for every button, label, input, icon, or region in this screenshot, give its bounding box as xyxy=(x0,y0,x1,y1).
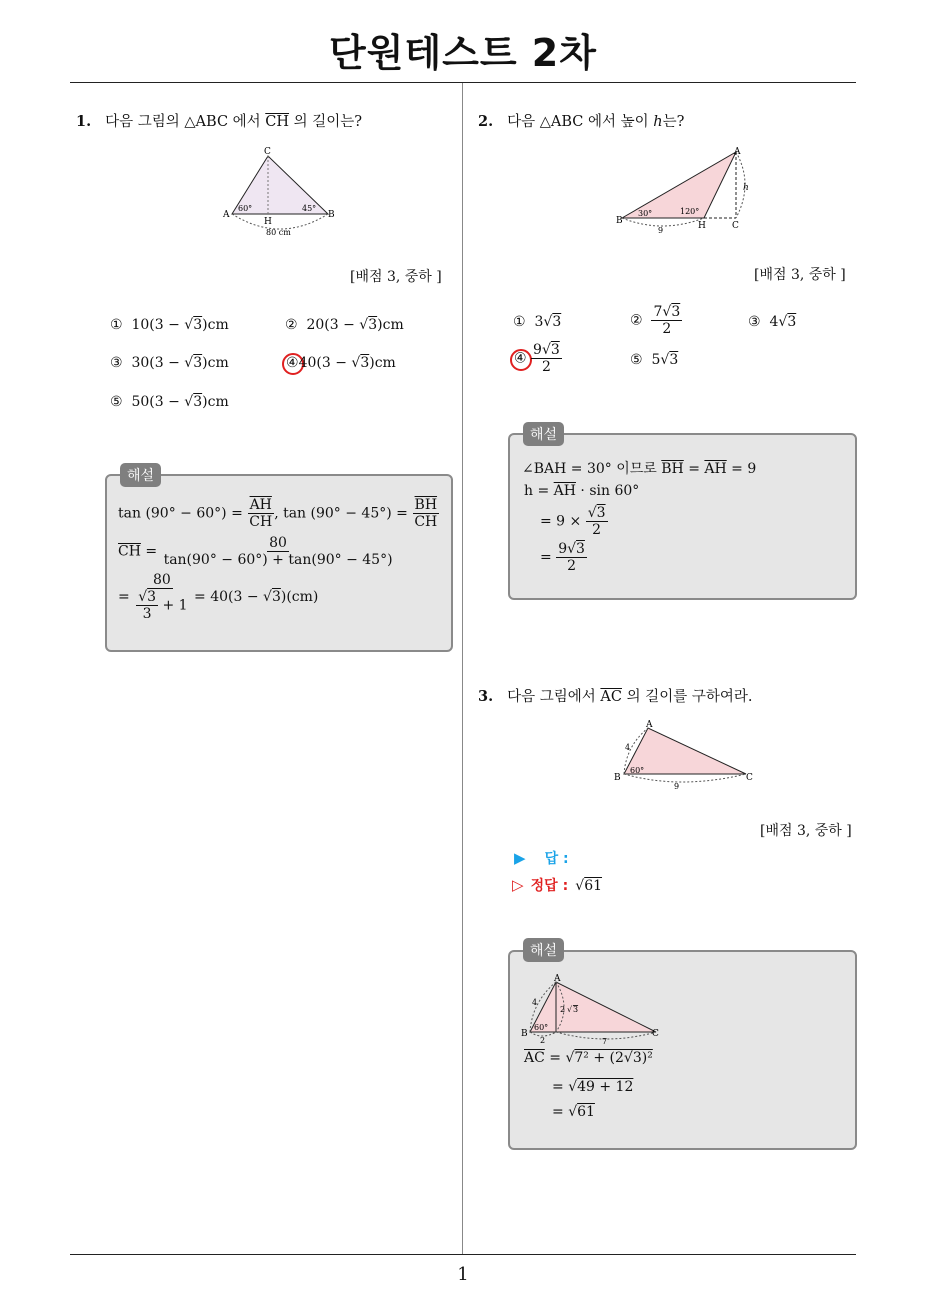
label-c: C xyxy=(264,147,271,157)
q3-solution-line-2: = √49 + 12 xyxy=(552,1079,634,1095)
label-b: B xyxy=(614,773,621,783)
label-a: A xyxy=(223,210,230,220)
label-c: C xyxy=(732,221,739,231)
page-number: 1 xyxy=(457,1264,469,1285)
label-a: A xyxy=(734,147,741,157)
q2-solution-line-3: = 9 × $\frac{√3}{2}$ xyxy=(540,505,606,539)
play-filled-icon: ▶ xyxy=(514,849,526,867)
q1-choice-5[interactable]: ⑤ 50(3 − √3)cm xyxy=(110,394,229,410)
page-title: 단원테스트 2차 xyxy=(329,31,597,75)
answer-label: 답 : xyxy=(544,851,569,867)
q3-triangle-figure xyxy=(610,718,760,794)
q1-choice-3[interactable]: ③ 30(3 − √3)cm xyxy=(110,355,229,371)
label-h: H xyxy=(698,221,706,231)
q3-solution-line-3: = √61 xyxy=(552,1104,595,1120)
q2-choice-1[interactable]: ① 3√3 xyxy=(513,314,562,330)
label-h: H xyxy=(264,217,272,227)
footer-rule xyxy=(70,1254,856,1255)
q1-solution-line-1: tan (90° − 60°) = $\frac{\overline{AH}}{CH}$ , tan (90° − 45°) = $\frac{\overline{BH}}{CH}$ xyxy=(118,497,438,531)
question-number: 3. xyxy=(478,688,494,705)
header-rule xyxy=(70,82,856,83)
q1-solution-tag: 해설 xyxy=(120,463,161,487)
q3-solution-tag: 해설 xyxy=(523,938,564,962)
question-number: 2. xyxy=(478,113,494,130)
q2-choice-3[interactable]: ③ 4√3 xyxy=(748,314,797,330)
q1-solution-line-2: $\overline{CH}$ = $\frac{80}{\tan(90^\circ - 60^\circ) + \tan(90^\circ - 45^\circ)}$ xyxy=(118,535,393,569)
label-a: A xyxy=(646,720,653,730)
q1-choice-4[interactable]: ④40(3 − √3)cm xyxy=(286,355,396,371)
label-b: B xyxy=(616,216,623,226)
column-divider xyxy=(462,83,463,1254)
q2-triangle-figure xyxy=(612,144,762,236)
q3-solution-line-1: $\overline{AC} = √7^2 + (2√3)^2$ xyxy=(524,1050,653,1066)
question-number: 1. xyxy=(76,113,92,130)
q2-choice-4[interactable]: ④ $\frac{9√3}{2}$ xyxy=(514,342,560,376)
q1-score: [배점 3, 중하 ] xyxy=(350,269,442,285)
angle-h: 120° xyxy=(680,207,700,216)
q2-score: [배점 3, 중하 ] xyxy=(754,267,846,283)
q3-score: [배점 3, 중하 ] xyxy=(760,823,852,839)
angle-b: 60° xyxy=(630,766,645,775)
height-root: √ xyxy=(567,1005,573,1014)
q2-choice-2[interactable]: ② $\frac{7√3}{2}$ xyxy=(630,304,681,338)
correct-label: 정답 : xyxy=(530,878,569,894)
q1-choice-1[interactable]: ① 10(3 − √3)cm xyxy=(110,317,229,333)
height-coef: 2 xyxy=(560,1005,566,1014)
q1-choice-2[interactable]: ② 20(3 − √3)cm xyxy=(285,317,404,333)
q2-solution-line-4: = $\frac{9√3}{2}$ xyxy=(540,541,585,575)
base-length: 9 xyxy=(658,226,664,235)
q2-solution-line-2: $h = \overline{AH} \cdot \sin 60^\circ$ xyxy=(524,483,640,499)
angle-b: 45° xyxy=(302,204,317,213)
base-length: 9 xyxy=(674,782,680,791)
q3-solution-figure xyxy=(518,972,668,1048)
label-height: h xyxy=(743,183,749,193)
label-c: C xyxy=(746,773,753,783)
seg-2: 7 xyxy=(602,1037,608,1046)
correct-value: 61 xyxy=(584,878,603,894)
q1-solution-line-3: = 80 $\frac{√3}{3}$ + 1 = 40(3 − √3)(cm) xyxy=(118,572,319,623)
base-length: 80 cm xyxy=(266,228,291,237)
play-outline-icon: ▷ xyxy=(512,876,524,894)
q3-correct-row: ▷ 정답 : √61 xyxy=(512,876,603,894)
segment-label: $\overline{AC}$ xyxy=(600,689,622,705)
question-1-text: 1. 다음 그림의 △ABC 에서 $\overline{CH}$ 의 길이는? xyxy=(76,113,363,130)
angle-b: 30° xyxy=(638,209,653,218)
label-b: B xyxy=(521,1029,528,1039)
question-3-text: 3. 다음 그림에서 $\overline{AC}$ 의 길이를 구하여라. xyxy=(478,688,753,705)
label-c: C xyxy=(652,1029,659,1039)
q1-triangle-figure xyxy=(220,144,340,239)
q2-solution-line-1: ∠BAH = 30° 이므로 $\overline{BH} = \overline{AH} = 9$ xyxy=(522,461,757,477)
angle-b: 60° xyxy=(534,1023,549,1032)
q2-solution-tag: 해설 xyxy=(523,422,564,446)
seg-1: 2 xyxy=(540,1036,546,1045)
angle-a: 60° xyxy=(238,204,253,213)
q3-answer-row[interactable] xyxy=(514,848,569,868)
side-length: 4 xyxy=(625,743,631,752)
question-2-text: 2. 다음 △ABC 에서 높이 h는? xyxy=(478,113,685,130)
height-radicand: 3 xyxy=(573,1005,579,1014)
label-a: A xyxy=(554,974,561,984)
q2-choice-5[interactable]: ⑤ 5√3 xyxy=(630,352,679,368)
label-b: B xyxy=(328,210,335,220)
segment-label: $\overline{CH}$ xyxy=(265,114,290,130)
side-length: 4 xyxy=(532,998,538,1007)
